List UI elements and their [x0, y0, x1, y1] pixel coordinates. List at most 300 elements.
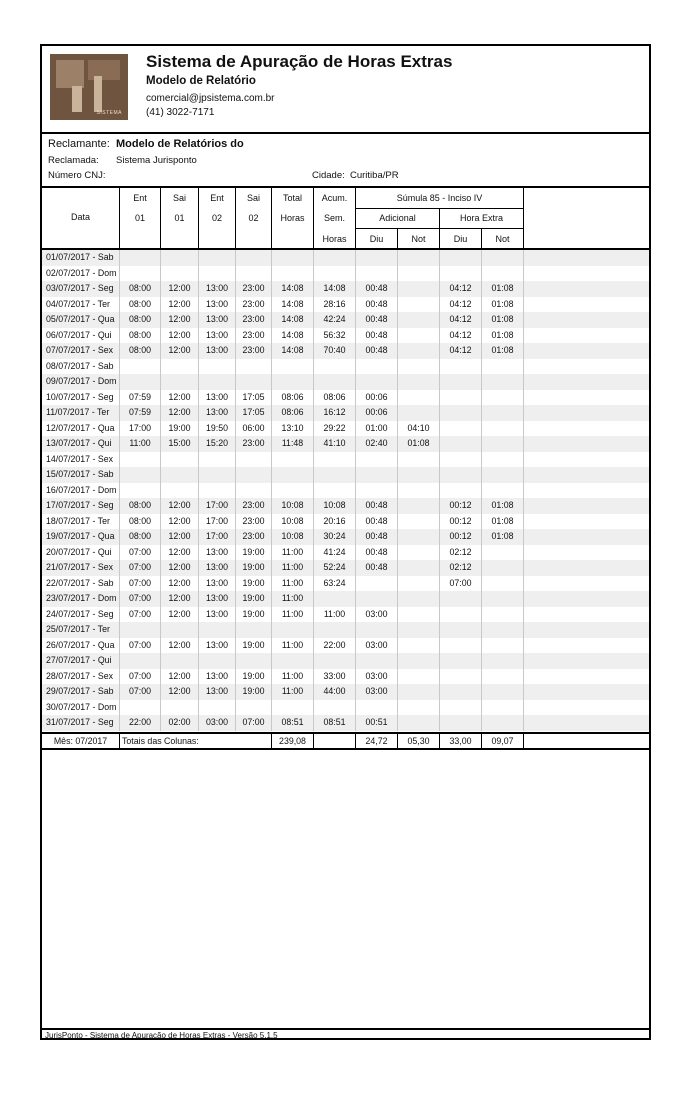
cell-ent1: 08:00 — [128, 500, 151, 510]
cell-ent1 — [120, 483, 160, 499]
cell-sai2: 23:00 — [242, 298, 265, 309]
cell-total — [272, 374, 313, 390]
cell-ent2: 15:20 — [205, 438, 228, 448]
cell-acum — [314, 374, 355, 390]
case-info — [42, 134, 649, 188]
totals-adic-not: 05,30 — [407, 736, 430, 746]
table-row — [42, 591, 649, 607]
cell-ent2: 13:00 — [205, 639, 228, 650]
cell-acum — [314, 622, 355, 638]
cell-ent2: 19:50 — [205, 422, 228, 433]
cell-ent1: 08:00 — [128, 515, 151, 526]
cell-total — [272, 452, 313, 468]
cell-ent2: 13:00 — [205, 593, 228, 603]
cell-adic-diu — [356, 467, 397, 483]
cell-sai1: 12:00 — [168, 515, 191, 526]
cell-he-diu — [440, 700, 481, 716]
cell-he-diu: 02:12 — [449, 546, 472, 557]
cell-he-not: 01:08 — [491, 515, 514, 526]
cell-he-diu — [440, 359, 481, 375]
cell-he-not — [482, 436, 523, 452]
cnj-label: Número CNJ: — [48, 170, 106, 181]
cell-sai2: 07:00 — [242, 717, 265, 727]
cell-acum — [314, 700, 355, 716]
cell-date: 14/07/2017 - Sex — [46, 453, 114, 464]
table-row — [42, 483, 649, 499]
cell-sai1 — [161, 266, 198, 282]
cell-ent1: 08:00 — [128, 531, 151, 541]
cell-sai2 — [236, 452, 271, 468]
cell-adic-not — [398, 700, 439, 716]
cell-adic-not — [398, 622, 439, 638]
cell-sai2: 23:00 — [242, 531, 265, 541]
cell-date: 08/07/2017 - Sab — [46, 360, 114, 371]
cell-he-not — [482, 359, 523, 375]
cell-adic-diu: 03:00 — [365, 639, 388, 650]
col-hora-extra: Hora Extra — [459, 213, 503, 223]
table-row — [42, 700, 649, 716]
cell-date: 13/07/2017 - Qui — [46, 438, 112, 448]
table-row — [42, 467, 649, 483]
cell-ent2: 13:00 — [205, 546, 228, 557]
col-adic-not: Not — [411, 234, 426, 244]
cell-adic-not — [398, 343, 439, 359]
cell-date: 03/07/2017 - Seg — [46, 283, 114, 293]
totals-he-not: 09,07 — [491, 736, 514, 746]
cell-he-not — [482, 669, 523, 685]
cell-he-diu: 00:12 — [449, 515, 472, 526]
cell-total: 11:48 — [281, 438, 304, 448]
cell-sai2: 23:00 — [242, 314, 265, 324]
table-row — [42, 281, 649, 297]
cell-ent1 — [120, 467, 160, 483]
cell-he-diu: 04:12 — [449, 345, 472, 355]
table-row — [42, 312, 649, 328]
cell-total: 14:08 — [281, 283, 304, 293]
contact-phone: (41) 3022-7171 — [146, 107, 215, 118]
cell-sai2 — [236, 374, 271, 390]
cell-ent2: 17:00 — [205, 500, 228, 510]
cell-sai1: 12:00 — [168, 670, 191, 681]
cell-he-not: 01:08 — [491, 345, 514, 355]
cell-he-not — [482, 483, 523, 499]
cell-sai1: 12:00 — [168, 329, 191, 340]
table-row — [42, 390, 649, 406]
cell-adic-diu: 00:48 — [365, 546, 388, 557]
cell-he-diu — [440, 622, 481, 638]
cell-ent2: 13:00 — [205, 298, 228, 309]
cell-ent2: 13:00 — [205, 345, 228, 355]
cell-he-not — [482, 405, 523, 421]
col-ent2-a: Ent — [210, 193, 224, 203]
cell-sai1 — [161, 359, 198, 375]
cell-sai2: 19:00 — [242, 562, 265, 572]
cell-sai1: 12:00 — [168, 593, 191, 603]
cell-he-diu — [440, 669, 481, 685]
cell-date: 24/07/2017 - Seg — [46, 608, 114, 619]
col-total-b: Horas — [280, 213, 305, 223]
cell-total: 13:10 — [281, 422, 304, 433]
cell-sai1: 12:00 — [168, 314, 191, 324]
cell-sai1 — [161, 250, 198, 266]
cell-ent2 — [199, 452, 235, 468]
cell-adic-not — [398, 483, 439, 499]
cell-sai1: 12:00 — [168, 298, 191, 309]
cell-total: 11:00 — [281, 639, 304, 650]
cell-acum — [314, 250, 355, 266]
cell-sai2: 23:00 — [242, 438, 265, 448]
cell-he-diu — [440, 452, 481, 468]
cell-adic-not — [398, 452, 439, 468]
cell-adic-diu: 00:48 — [365, 500, 388, 510]
cell-date: 20/07/2017 - Qui — [46, 546, 112, 557]
report-footer: JurisPonto - Sistema de Apuração de Horas Extras - Versão 5.1.5 — [42, 1028, 649, 1040]
cell-he-diu — [440, 638, 481, 654]
table-row — [42, 622, 649, 638]
cell-sai2: 23:00 — [242, 515, 265, 526]
cell-he-diu — [440, 405, 481, 421]
cell-sai2: 19:00 — [242, 546, 265, 557]
col-adic-diu: Diu — [369, 234, 384, 244]
col-acum-b: Sem. — [323, 213, 345, 223]
cell-he-not: 01:08 — [491, 531, 514, 541]
cell-he-not — [482, 421, 523, 437]
cell-acum: 41:24 — [323, 546, 346, 557]
cell-ent2 — [199, 374, 235, 390]
report-subtitle: Modelo de Relatório — [146, 75, 256, 87]
cell-ent1 — [120, 266, 160, 282]
cell-ent1: 07:00 — [128, 608, 151, 619]
cell-he-diu — [440, 374, 481, 390]
cell-sai2: 23:00 — [242, 345, 265, 355]
cell-adic-not — [398, 281, 439, 297]
cell-sai2 — [236, 483, 271, 499]
cell-adic-not — [398, 607, 439, 623]
cell-total: 08:51 — [281, 717, 304, 727]
cell-total: 11:00 — [281, 686, 304, 696]
cell-total: 14:08 — [281, 298, 304, 309]
company-logo — [50, 54, 128, 120]
cell-adic-not — [398, 467, 439, 483]
cell-acum — [314, 483, 355, 499]
cell-acum: 41:10 — [323, 438, 346, 448]
cell-ent1 — [120, 452, 160, 468]
col-ent1-b: 01 — [134, 213, 145, 223]
table-row — [42, 405, 649, 421]
cell-acum: 44:00 — [323, 686, 346, 696]
col-ent1-a: Ent — [133, 193, 147, 203]
cell-sai2: 23:00 — [242, 283, 265, 293]
cell-ent2 — [199, 467, 235, 483]
cell-he-diu: 00:12 — [449, 500, 472, 510]
cell-ent1 — [120, 700, 160, 716]
cell-he-not — [482, 684, 523, 700]
cell-total — [272, 483, 313, 499]
cell-total — [272, 653, 313, 669]
cell-ent1: 08:00 — [128, 314, 151, 324]
cell-ent2: 03:00 — [205, 717, 228, 727]
cell-sai2: 23:00 — [242, 500, 265, 510]
cell-date: 05/07/2017 - Qua — [46, 314, 115, 324]
cell-he-diu — [440, 607, 481, 623]
cell-adic-diu — [356, 250, 397, 266]
cell-total — [272, 467, 313, 483]
cell-date: 28/07/2017 - Sex — [46, 670, 114, 681]
cell-he-not — [482, 700, 523, 716]
cell-date: 29/07/2017 - Sab — [46, 686, 114, 696]
cell-sai2: 19:00 — [242, 670, 265, 681]
cell-adic-not — [398, 359, 439, 375]
cell-sai2: 23:00 — [242, 329, 265, 340]
cell-he-not — [482, 591, 523, 607]
cell-he-not — [482, 545, 523, 561]
cell-date: 22/07/2017 - Sab — [46, 577, 114, 588]
cell-date: 26/07/2017 - Qua — [46, 639, 115, 650]
report-page — [40, 44, 651, 1040]
cell-adic-diu: 00:06 — [365, 407, 388, 417]
cell-ent1: 07:00 — [128, 577, 151, 588]
cell-sai1: 12:00 — [168, 639, 191, 650]
cidade-label: Cidade: — [312, 170, 345, 181]
cell-he-not — [482, 607, 523, 623]
cell-ent2: 13:00 — [205, 407, 228, 417]
cell-sai2 — [236, 266, 271, 282]
cell-adic-diu: 00:48 — [365, 515, 388, 526]
cell-ent1: 07:59 — [128, 391, 151, 402]
cell-ent1: 07:00 — [128, 562, 151, 572]
cell-date: 04/07/2017 - Ter — [46, 298, 110, 309]
cell-ent2 — [199, 622, 235, 638]
cell-sai2: 19:00 — [242, 686, 265, 696]
table-row — [42, 545, 649, 561]
cell-adic-diu: 00:48 — [365, 314, 388, 324]
cell-adic-diu: 00:48 — [365, 283, 388, 293]
cell-adic-not: 01:08 — [407, 438, 430, 448]
table-row — [42, 498, 649, 514]
cell-sai2 — [236, 467, 271, 483]
cell-ent1: 07:00 — [128, 593, 151, 603]
cell-adic-not — [398, 669, 439, 685]
cell-adic-not — [398, 638, 439, 654]
cell-adic-not — [398, 684, 439, 700]
report-title: Sistema de Apuração de Horas Extras — [146, 52, 453, 71]
cell-he-not — [482, 250, 523, 266]
cell-acum: 08:06 — [323, 391, 346, 402]
table-row — [42, 297, 649, 313]
cell-acum: 30:24 — [323, 531, 346, 541]
totals-month: Mês: 07/2017 — [53, 736, 108, 746]
cell-he-diu: 00:12 — [449, 531, 472, 541]
cell-sai2: 19:00 — [242, 608, 265, 619]
cell-acum: 28:16 — [323, 298, 346, 309]
cell-he-not — [482, 467, 523, 483]
cell-adic-diu — [356, 483, 397, 499]
cell-adic-diu — [356, 359, 397, 375]
cell-adic-diu — [356, 653, 397, 669]
reclamada-label: Reclamada: — [48, 155, 99, 166]
cell-ent1: 07:00 — [128, 670, 151, 681]
cell-sai1 — [161, 483, 198, 499]
cell-ent2 — [199, 700, 235, 716]
cell-date: 27/07/2017 - Qui — [46, 655, 112, 665]
table-row — [42, 452, 649, 468]
cell-ent1: 07:00 — [128, 639, 151, 650]
cell-acum — [314, 266, 355, 282]
cell-sai2: 19:00 — [242, 593, 265, 603]
cell-acum: 42:24 — [323, 314, 346, 324]
cell-adic-diu — [356, 591, 397, 607]
col-sai2-b: 02 — [248, 213, 259, 223]
cell-total: 11:00 — [281, 577, 304, 588]
cell-he-not — [482, 653, 523, 669]
cell-date: 07/07/2017 - Sex — [46, 345, 114, 355]
cell-adic-not — [398, 576, 439, 592]
cell-he-diu: 04:12 — [449, 298, 472, 309]
cell-total: 11:00 — [281, 608, 304, 619]
cell-adic-not — [398, 545, 439, 561]
cell-total: 11:00 — [281, 562, 304, 572]
cell-ent1 — [120, 250, 160, 266]
table-row — [42, 343, 649, 359]
cell-he-not: 01:08 — [491, 329, 514, 340]
cell-he-not: 01:08 — [491, 298, 514, 309]
cell-sai2: 17:05 — [242, 407, 265, 417]
cell-he-not — [482, 622, 523, 638]
cell-total: 10:08 — [281, 515, 304, 526]
table-row — [42, 576, 649, 592]
cell-total: 14:08 — [281, 329, 304, 340]
totals-row — [42, 732, 649, 750]
cell-ent2: 13:00 — [205, 283, 228, 293]
cell-ent2 — [199, 250, 235, 266]
cell-ent2: 13:00 — [205, 314, 228, 324]
cell-ent2 — [199, 483, 235, 499]
cell-he-diu: 04:12 — [449, 329, 472, 340]
cell-date: 01/07/2017 - Sab — [46, 252, 114, 262]
cell-sai1: 12:00 — [168, 407, 191, 417]
col-total-a: Total — [282, 193, 302, 203]
cell-he-diu — [440, 421, 481, 437]
cell-adic-not — [398, 715, 439, 731]
cell-sai2: 19:00 — [242, 639, 265, 650]
cell-adic-not — [398, 328, 439, 344]
cell-ent1 — [120, 622, 160, 638]
cell-ent2: 17:00 — [205, 515, 228, 526]
cell-ent2: 13:00 — [205, 608, 228, 619]
cell-sai2 — [236, 359, 271, 375]
reclamante-label: Reclamante: — [48, 138, 110, 150]
cell-adic-not — [398, 591, 439, 607]
cell-ent1: 08:00 — [128, 329, 151, 340]
cell-ent2 — [199, 266, 235, 282]
cell-sai1: 12:00 — [168, 391, 191, 402]
cell-sai2 — [236, 700, 271, 716]
cell-sai1 — [161, 700, 198, 716]
table-row — [42, 560, 649, 576]
reclamante-value: Modelo de Relatórios do — [116, 138, 244, 150]
cell-sai1: 12:00 — [168, 283, 191, 293]
cell-adic-diu — [356, 622, 397, 638]
table-header — [42, 188, 649, 250]
cell-date: 11/07/2017 - Ter — [46, 407, 110, 417]
cell-total: 14:08 — [281, 345, 304, 355]
table-row — [42, 529, 649, 545]
cell-he-not: 01:08 — [491, 314, 514, 324]
cell-adic-diu: 00:48 — [365, 345, 388, 355]
cell-sai2: 06:00 — [242, 422, 265, 433]
cell-he-diu — [440, 436, 481, 452]
cell-ent1: 07:00 — [128, 546, 151, 557]
cell-he-not — [482, 266, 523, 282]
cell-sai1: 02:00 — [168, 717, 191, 727]
cell-date: 15/07/2017 - Sab — [46, 469, 114, 479]
cell-acum: 22:00 — [323, 639, 346, 650]
cell-he-not — [482, 390, 523, 406]
col-acum-c: Horas — [322, 234, 347, 244]
cell-adic-not — [398, 374, 439, 390]
cell-ent1: 08:00 — [128, 283, 151, 293]
totals-label: Totais das Colunas: — [122, 736, 199, 746]
cell-adic-diu: 00:48 — [365, 531, 388, 541]
cell-sai1: 12:00 — [168, 500, 191, 510]
cell-ent1: 07:00 — [128, 686, 151, 696]
cell-adic-diu — [356, 452, 397, 468]
cell-adic-diu: 00:51 — [365, 717, 388, 727]
cell-date: 19/07/2017 - Qua — [46, 531, 115, 541]
col-sai2-a: Sai — [246, 193, 260, 203]
cell-acum — [314, 591, 355, 607]
cell-total: 11:00 — [281, 670, 304, 681]
cell-adic-diu: 00:48 — [365, 329, 388, 340]
cell-he-diu — [440, 715, 481, 731]
table-row — [42, 436, 649, 452]
cell-date: 31/07/2017 - Seg — [46, 717, 114, 727]
cell-adic-diu: 00:48 — [365, 298, 388, 309]
cell-adic-not — [398, 405, 439, 421]
cell-adic-diu: 00:48 — [365, 562, 388, 572]
cell-ent1: 08:00 — [128, 298, 151, 309]
cell-sai1 — [161, 622, 198, 638]
cell-total: 08:06 — [281, 391, 304, 402]
cell-he-not: 01:08 — [491, 500, 514, 510]
cell-ent2: 13:00 — [205, 577, 228, 588]
col-acum-a: Acum. — [321, 193, 348, 203]
cell-total: 10:08 — [281, 531, 304, 541]
cell-ent1 — [120, 374, 160, 390]
table-row — [42, 653, 649, 669]
cell-he-not — [482, 715, 523, 731]
table-row — [42, 669, 649, 685]
cell-he-not — [482, 638, 523, 654]
cell-adic-not — [398, 560, 439, 576]
cell-sai1: 12:00 — [168, 686, 191, 696]
cell-ent2: 13:00 — [205, 670, 228, 681]
cell-adic-not — [398, 514, 439, 530]
table-row — [42, 607, 649, 623]
table-row — [42, 684, 649, 700]
cell-sai1 — [161, 467, 198, 483]
cell-acum: 14:08 — [323, 283, 346, 293]
cell-adic-not — [398, 266, 439, 282]
cell-acum: 33:00 — [323, 670, 346, 681]
cell-total: 11:00 — [281, 593, 304, 603]
cell-ent1: 22:00 — [128, 717, 151, 727]
contact-email: comercial@jpsistema.com.br — [146, 93, 275, 104]
cell-he-diu — [440, 467, 481, 483]
cell-sai1: 12:00 — [168, 577, 191, 588]
cell-ent1: 08:00 — [128, 345, 151, 355]
col-he-diu: Diu — [453, 234, 468, 244]
